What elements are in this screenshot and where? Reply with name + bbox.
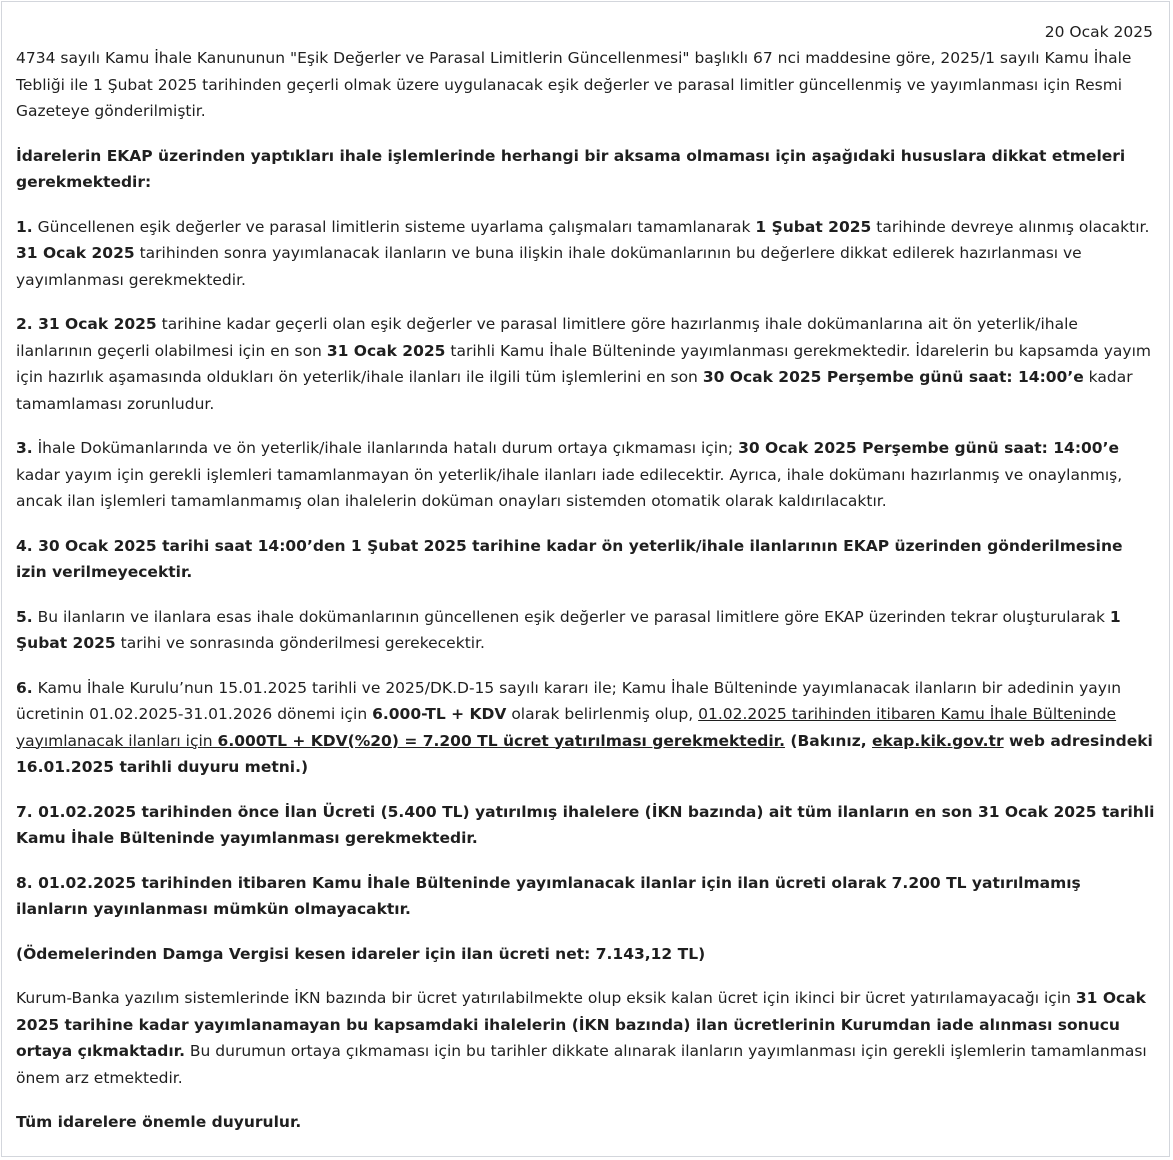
item-6: 6. Kamu İhale Kurulu’nun 15.01.2025 tarihli ve 2025/DK.D-15 sayılı kararı ile; Kamu İhale Bülteninde yayımlanacak ilanların bir adedinin yayın ücretinin 01.02.2025-31.01.2026 dönemi için 6.000-TL + KDV olarak belirlenmiş olup, 01.02.2025 tarihinden itibaren Kamu İhale Bülteninde yayımlanacak ilanları için 6.000TL + KDV(%20) = 7.200 TL ücret yatırılması gerekmektedir. (Bakınız, ekap.kik.gov.tr web adresindeki 16.01.2025 tarihli duyuru metni.) (16, 678, 1153, 776)
kurum-paragraph: Kurum-Banka yazılım sistemlerinde İKN bazında bir ücret yatırılabilmekte olup eksik kalan ücret için ikinci bir ücret yatırılamayacağı için 31 Ocak 2025 tarihine kadar yayımlanamayan bu kapsamdaki ihalelerin (İKN bazında) ilan ücretlerinin Kurumdan iade alınması sonucu ortaya çıkmaktadır. Bu durumun ortaya çıkmaması için bu tarihler dikkate alınarak ilanların yayımlanması için gerekli işlemlerin tamamlanması önem arz etmektedir. (16, 989, 1147, 1087)
notice-paragraph (16, 143, 1156, 196)
item-3: 3. İhale Dokümanlarında ve ön yeterlik/ihale ilanlarında hatalı durum ortaya çıkmaması için; 30 Ocak 2025 Perşembe günü saat: 14:00’e kadar yayım için gerekli işlemleri tamamlanmayan ön yeterlik/ihale ilanları iade edilecektir. Ayrıca, ihale dokümanı hazırlanmış ve onaylanmış, ancak ilan işlemleri tamamlanmamış olan ihalelerin doküman onayları sistemden otomatik olarak kaldırılacaktır. (16, 439, 1123, 510)
notice-text: İdarelerin EKAP üzerinden yaptıkları ihale işlemlerinde herhangi bir aksama olmaması için aşağıdaki hususlara dikkat etmeleri gerekmektedir: (16, 146, 1126, 191)
item-8: 8. 01.02.2025 tarihinden itibaren Kamu İhale Bülteninde yayımlanacak ilanlar için ilan ücreti olarak 7.200 TL yatırılmamış ilanların yayınlanması mümkün olmayacaktır. (16, 873, 1081, 918)
item-2: 2. 31 Ocak 2025 tarihine kadar geçerli olan eşik değerler ve parasal limitlere göre hazırlanmış ihale dokümanlarına ait ön yeterlik/ihale ilanlarının geçerli olabilmesi için en son 31 Ocak 2025 tarihli Kamu İhale Bülteninde yayımlanması gerekmektedir. İdarelerin bu kapsamda yayım için hazırlık aşamasında oldukları ön yeterlik/ihale ilanları ile ilgili tüm işlemlerini en son 30 Ocak 2025 Perşembe günü saat: 14:00’e kadar tamamlaması zorunludur. (16, 315, 1151, 413)
closing-paragraph: Tüm idarelere önemle duyurulur. (16, 1113, 302, 1131)
announcement-body (16, 19, 1156, 1154)
item-7: 7. 01.02.2025 tarihinden önce İlan Ücreti (5.400 TL) yatırılmış ihalelere (İKN bazında) ait tüm ilanların en son 31 Ocak 2025 tarihli Kamu İhale Bülteninde yayımlanması gerekmektedir. (16, 802, 1155, 847)
item-5: 5. Bu ilanların ve ilanlara esas ihale dokümanlarının güncellenen eşik değerler ve parasal limitlere göre EKAP üzerinden tekrar oluşturularak 1 Şubat 2025 tarihi ve sonrasında gönderilmesi gerekecektir. (16, 607, 1121, 652)
ekap-link[interactable]: ekap.kik.gov.tr (872, 731, 1004, 750)
announcement-date: 20 Ocak 2025 (1044, 23, 1153, 41)
item-4: 4. 30 Ocak 2025 tarihi saat 14:00’den 1 Şubat 2025 tarihine kadar ön yeterlik/ihale ilanlarının EKAP üzerinden gönderilmesine izin verilmeyecektir. (16, 536, 1123, 581)
intro-paragraph: 4734 sayılı Kamu İhale Kanununun "Eşik Değerler ve Parasal Limitlerin Güncellenmesi" başlıklı 67 nci maddesine göre, 2025/1 sayılı Kamu İhale Tebliği ile 1 Şubat 2025 tarihinden geçerli olmak üzere uygulanacak eşik değerler ve parasal limitler güncellenmiş ve yayımlanması için Resmi Gazeteye gönderilmiştir. (16, 49, 1132, 120)
stamp-tax-note: (Ödemelerinden Damga Vergisi kesen idareler için ilan ücreti net: 7.143,12 TL) (16, 944, 706, 963)
item-1: 1. Güncellenen eşik değerler ve parasal limitlerin sisteme uyarlama çalışmaları tamamlanarak 1 Şubat 2025 tarihinde devreye alınmış olacaktır. 31 Ocak 2025 tarihinden sonra yayımlanacak ilanların ve buna ilişkin ihale dokümanlarının bu değerlere dikkat edilerek hazırlanması ve yayımlanması gerekmektedir. (16, 217, 1150, 289)
